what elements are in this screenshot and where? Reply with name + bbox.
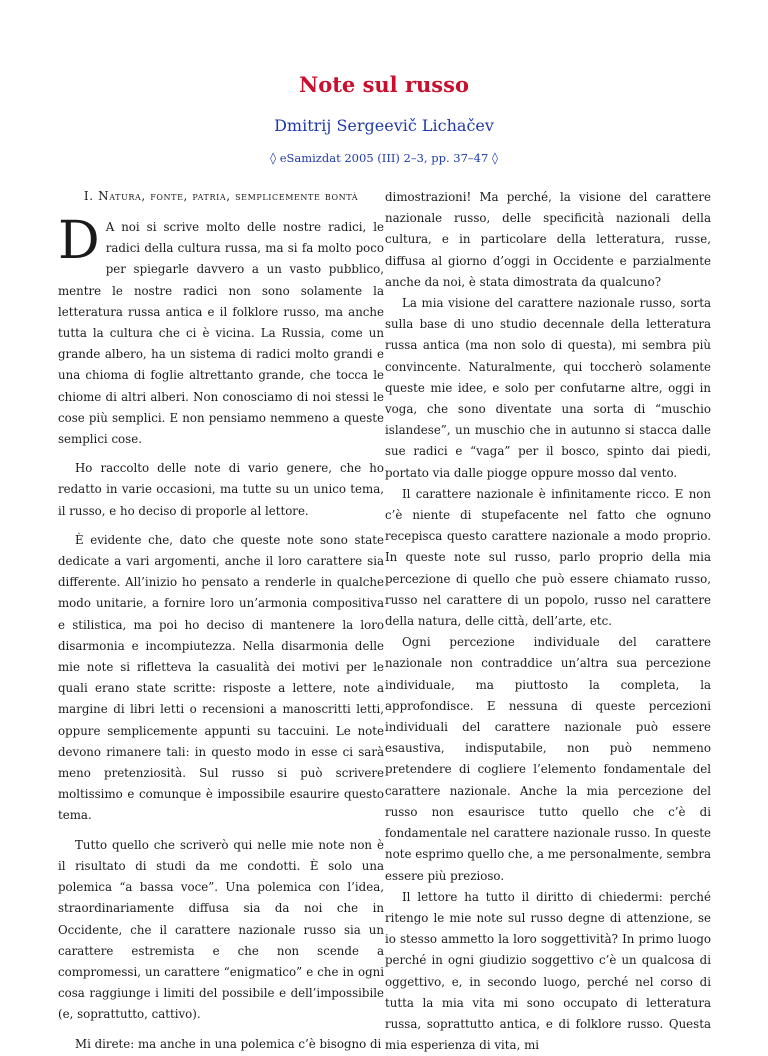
paragraph-text: A noi si scrive molto delle nostre radici, le radici della cultura russa, ma si fa molto poco per spiegarle davvero a un vasto pubblico, mentre le nostre radici non sono solamente la letteratura russa antica e il folklore russo, ma anche tutta la cultura che ci è vicina. La Russia, come un grande albero, ha un sistema di radici molto grandi e una chioma di foglie altrettanto grande, che tocca le chiome di altri alberi. Non conosciamo di noi stessi le cose più semplici. E non pensiamo nemmeno a queste semplici cose.	[58, 220, 384, 447]
paragraph: È evidente che, dato che queste note sono state dedicate a vari argomenti, anche il loro carattere sia differente. All’inizio ho pensato a renderle in qualche modo unitarie, a fornire loro un’armonia compositiva e stilistica, ma poi ho deciso di mantenere la loro disarmonia e incompiutezza. Nella disarmonia delle mie note si rifletteva la casualità dei motivi per le quali erano state scritte: risposte a lettere, note a margine di libri letti o recensioni a manoscritti letti, oppure semplicemente appunti su taccuini. Le note devono rimanere tali: in questo modo in esse ci sarà meno pretenziosità. Sul russo si può scrivere moltissimo e comunque è impossibile esaurire questo tema.	[58, 532, 384, 823]
paragraph: dimostrazioni! Ma perché, la visione del carattere nazionale russo, delle specificità nazionali della cultura, e in particolare della letteratura, russe, diffusa al giorno d’oggi in Occidente e parzialmente anche da noi, è stata dimostrata da qualcuno?	[385, 190, 711, 289]
paragraph: Mi direte: ma anche in una polemica c’è bisogno di	[75, 1036, 382, 1051]
paragraph	[58, 211, 384, 450]
paragraph: Ho raccolto delle note di vario genere, che ho redatto in varie occasioni, ma tutte su un unico tema, il russo, e ho deciso di proporle al lettore.	[58, 461, 384, 518]
paragraph: Il carattere nazionale è infinitamente ricco. E non c’è niente di stupefacente nel fatto che ognuno recepisca questo carattere nazionale a modo proprio. In queste note sul russo, parlo proprio della mia percezione di quello che può essere chiamato russo, russo nel carattere di un popolo, russo nel carattere della natura, delle città, dell’arte, etc.	[385, 486, 711, 629]
section-heading: I. Natura, fonte, patria, semplicemente bontà	[83, 189, 359, 203]
paragraph: Ogni percezione individuale del carattere nazionale non contraddice un’altra sua percezione individuale, ma piuttosto la completa, la approfondisce. E nessuna di queste percezioni individuali del carattere nazionale può essere esaustiva, indisputabile, non può nemmeno pretendere di cogliere l’elemento fondamentale del carattere nazionale. Anche la mia percezione del russo non esaurisce tutto quello che c’è di fondamentale nel carattere nazionale russo. In queste note esprimo quello che, a me personalmente, sembra essere più prezioso.	[385, 635, 711, 883]
source-citation	[0, 151, 768, 165]
drop-cap: D	[58, 211, 100, 271]
diamond-icon: ◊	[270, 151, 277, 165]
article-title: Note sul russo	[299, 72, 469, 97]
paragraph: Tutto quello che scriverò qui nelle mie note non è il risultato di studi da me condotti. È solo una polemica “a bassa voce”. Una polemica con l’idea, straordinariamente diffusa sia da noi che in Occidente, che il carattere nazionale russo sia un carattere estremista e che non scende a compromessi, un carattere “enigmatico” e che in ogni cosa raggiunge i limiti del possibile e dell’impossibile (e, soprattutto, cattivo).	[58, 837, 384, 1022]
source-text[interactable]: eSamizdat 2005 (III) 2–3, pp. 37–47	[279, 151, 489, 165]
paragraph: La mia visione del carattere nazionale russo, sorta sulla base di uno studio decennale della letteratura russa antica (ma non solo di questa), mi sembra più convincente. Naturalmente, qui toccherò solamente queste mie idee, e solo per confutarne altre, oggi in voga, che sono diventate una sorta di “muschio islandese”, un muschio che in autunno si stacca dalle sue radici e “vaga” per il bosco, spinto dai piedi, portato via dalle piogge oppure mosso dal vento.	[385, 296, 711, 480]
paragraph: Il lettore ha tutto il diritto di chiedermi: perché ritengo le mie note sul russo degne di attenzione, se io stesso ammetto la loro soggettività? In primo luogo perché in ogni giudizio soggettivo c’è un qualcosa di oggettivo, e, in secondo luogo, perché nel corso di tutta la mia vita mi sono occupato di letteratura russa, soprattutto antica, e di folklore russo. Questa mia esperienza di vita, mi	[385, 889, 711, 1053]
right-column	[385, 187, 711, 1056]
diamond-icon: ◊	[491, 151, 498, 165]
author-name: Dmitrij Sergeevič Lichačev	[274, 116, 494, 135]
left-column	[58, 187, 384, 1055]
